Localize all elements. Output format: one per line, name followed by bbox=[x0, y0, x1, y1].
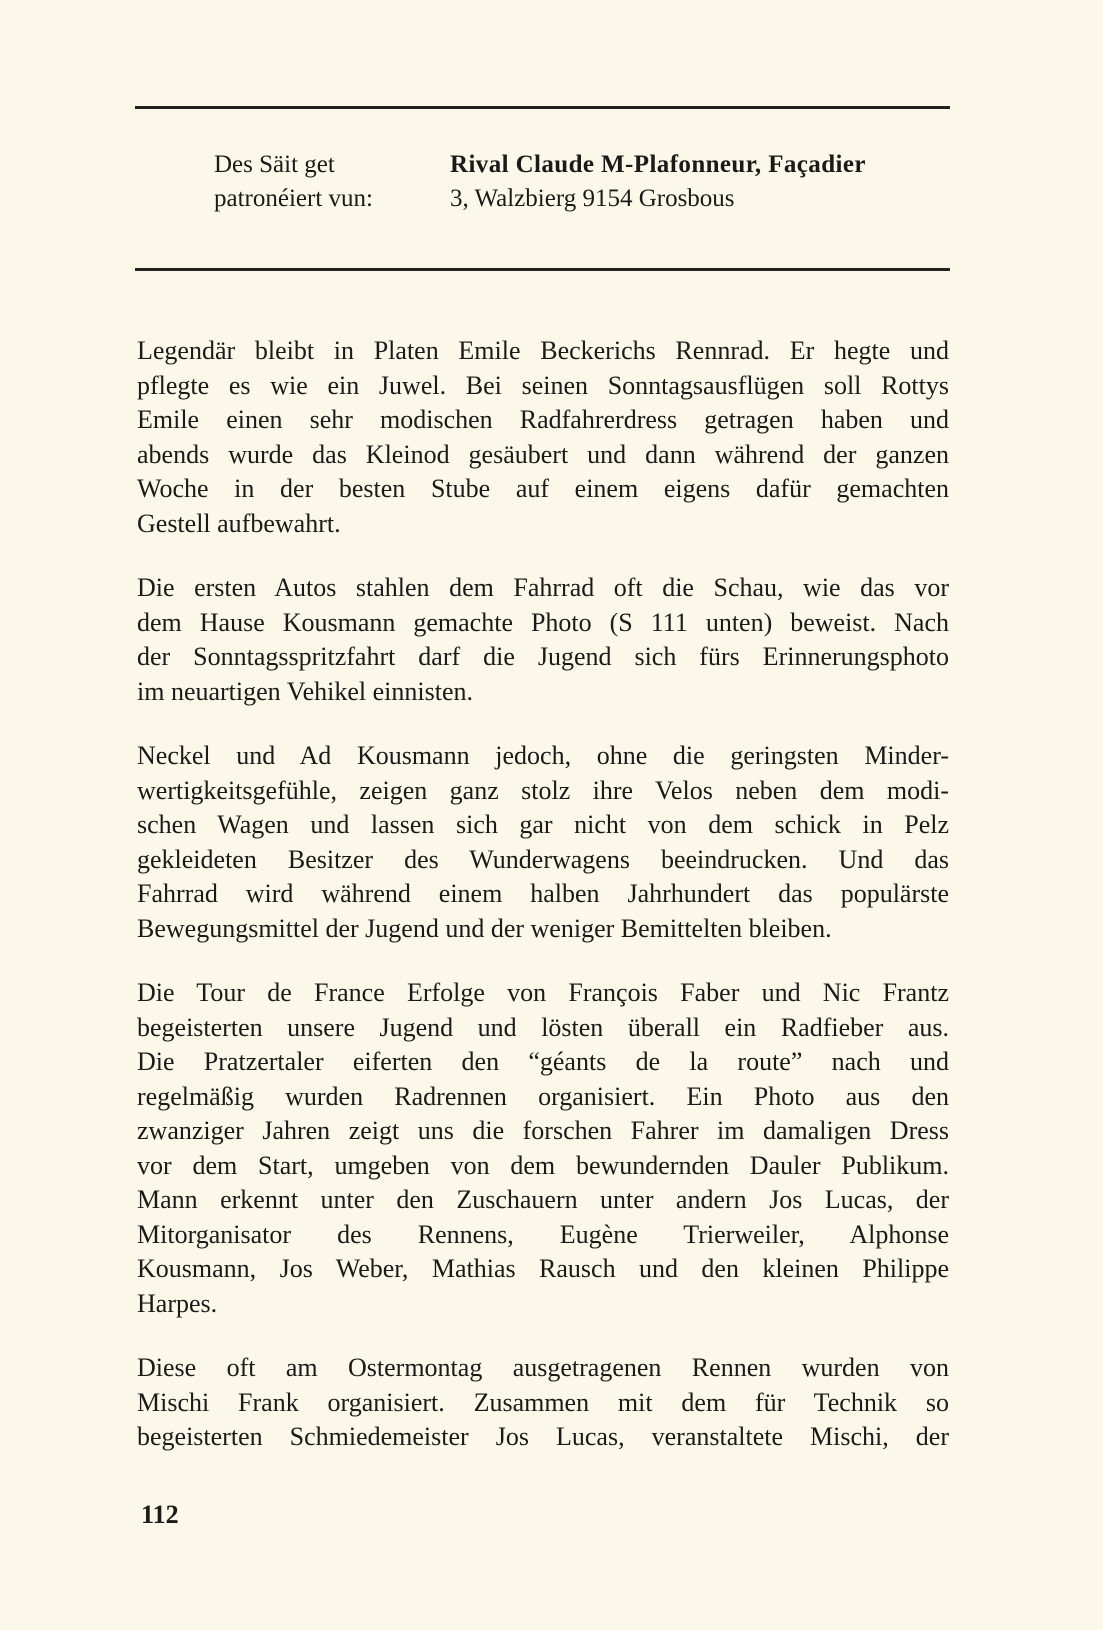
sponsor-name: Rival Claude M-Plafonneur, Façadier bbox=[450, 151, 866, 178]
sponsor-label-line1: Des Säit get bbox=[214, 151, 335, 178]
text-line: Woche in der besten Stube auf einem eigens dafür gemachten bbox=[137, 474, 949, 503]
body-text bbox=[137, 334, 949, 1485]
text-line: im neuartigen Vehikel einnisten. bbox=[137, 676, 473, 706]
text-line: Mann erkennt unter den Zuschauern unter andern Jos Lucas, der bbox=[137, 1185, 949, 1214]
text-line: Neckel und Ad Kousmann jedoch, ohne die geringsten Minder- bbox=[137, 741, 949, 770]
text-line: Emile einen sehr modischen Radfahrerdress getragen haben und bbox=[137, 405, 949, 434]
text-line: Fahrrad wird während einem halben Jahrhundert das populärste bbox=[137, 879, 949, 908]
text-line: Kousmann, Jos Weber, Mathias Rausch und den kleinen Philippe bbox=[137, 1254, 949, 1283]
text-line: wertigkeitsgefühle, zeigen ganz stolz ihre Velos neben dem modi- bbox=[137, 775, 949, 805]
paragraph bbox=[137, 739, 949, 946]
text-line: pflegte es wie ein Juwel. Bei seinen Sonntagsausflügen soll Rottys bbox=[137, 370, 949, 400]
text-line: begeisterten unsere Jugend und lösten überall ein Radfieber aus. bbox=[137, 1012, 949, 1042]
sponsor-row-1 bbox=[214, 148, 866, 182]
text-line: regelmäßig wurden Radrennen organisiert. Ein Photo aus den bbox=[137, 1081, 949, 1111]
text-line: Harpes. bbox=[137, 1288, 218, 1318]
text-line: Diese oft am Ostermontag ausgetragenen Rennen wurden von bbox=[137, 1353, 949, 1382]
sponsor-row-2 bbox=[214, 182, 866, 216]
text-line: zwanziger Jahren zeigt uns die forschen Fahrer im damaligen Dress bbox=[137, 1116, 949, 1145]
sponsor-block bbox=[214, 148, 866, 216]
text-line: Mitorganisator des Rennens, Eugène Trierweiler, Alphonse bbox=[137, 1219, 949, 1249]
bottom-divider-rule bbox=[135, 268, 950, 271]
text-line: gekleideten Besitzer des Wunderwagens beeindrucken. Und das bbox=[137, 844, 949, 874]
text-line: Die Pratzertaler eiferten den “géants de la route” nach und bbox=[137, 1047, 949, 1076]
paragraph bbox=[137, 1351, 949, 1455]
text-line: abends wurde das Kleinod gesäubert und dann während der ganzen bbox=[137, 439, 949, 469]
paragraph bbox=[137, 976, 949, 1321]
text-line: der Sonntagsspritzfahrt darf die Jugend sich fürs Erinnerungsphoto bbox=[137, 642, 949, 671]
text-line: begeisterten Schmiedemeister Jos Lucas, veranstaltete Mischi, der bbox=[137, 1422, 949, 1451]
text-line: vor dem Start, umgeben von dem bewundernden Dauler Publikum. bbox=[137, 1150, 949, 1180]
text-line: dem Hause Kousmann gemachte Photo (S 111 unten) beweist. Nach bbox=[137, 607, 949, 637]
text-line: Die ersten Autos stahlen dem Fahrrad oft die Schau, wie das vor bbox=[137, 573, 949, 602]
top-divider-rule bbox=[135, 106, 950, 109]
text-line: Legendär bleibt in Platen Emile Beckerichs Rennrad. Er hegte und bbox=[137, 336, 949, 365]
text-line: Bewegungsmittel der Jugend und der weniger Bemittelten bleiben. bbox=[137, 913, 832, 943]
sponsor-address: 3, Walzbierg 9154 Grosbous bbox=[450, 185, 735, 212]
paragraph bbox=[137, 571, 949, 709]
sponsor-label-line2: patronéiert vun: bbox=[214, 185, 373, 212]
text-line: schen Wagen und lassen sich gar nicht von dem schick in Pelz bbox=[137, 810, 949, 839]
text-line: Die Tour de France Erfolge von François Faber und Nic Frantz bbox=[137, 978, 949, 1007]
text-line: Gestell aufbewahrt. bbox=[137, 508, 341, 538]
page-number: 112 bbox=[141, 1500, 179, 1529]
text-line: Mischi Frank organisiert. Zusammen mit dem für Technik so bbox=[137, 1387, 949, 1417]
paragraph bbox=[137, 334, 949, 541]
